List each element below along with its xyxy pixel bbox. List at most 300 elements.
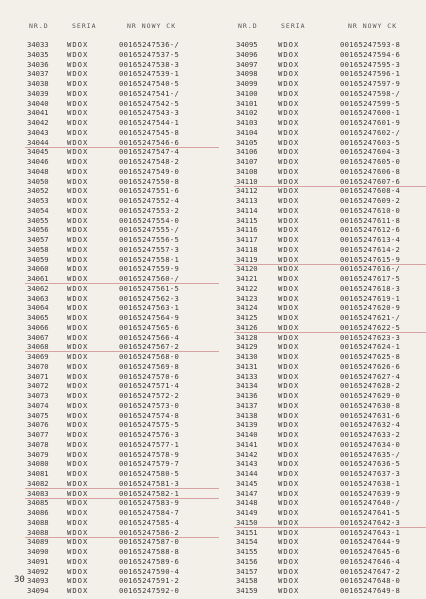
nr-d-cell: 34133 bbox=[236, 371, 258, 381]
seria-cell: WDOX bbox=[67, 196, 89, 205]
seria-cell: WDOX bbox=[67, 371, 89, 381]
nr-nowy-ck-cell: 00165247614-2 bbox=[340, 244, 401, 254]
nr-nowy-ck-cell: 00165247598-/ bbox=[340, 88, 401, 98]
nr-d-cell: 34154 bbox=[236, 537, 258, 547]
seria-cell: WDOX bbox=[67, 410, 89, 420]
nr-nowy-ck-cell: 00165247586-2 bbox=[119, 527, 180, 537]
nr-d-cell: 34119 bbox=[236, 254, 258, 264]
seria-cell: WDOX bbox=[67, 157, 89, 166]
nr-d-cell: 34042 bbox=[27, 118, 49, 127]
nr-d-cell: 34046 bbox=[27, 157, 49, 166]
nr-d-cell: 34072 bbox=[27, 381, 49, 391]
table-row bbox=[236, 372, 426, 382]
nr-d-cell: 34035 bbox=[27, 49, 49, 59]
nr-nowy-ck-cell: 00165247615-9 bbox=[340, 254, 401, 264]
nr-nowy-ck-cell: 00165247587-0 bbox=[119, 537, 180, 547]
nr-nowy-ck-cell: 00165247589-6 bbox=[119, 556, 180, 566]
seria-cell: WDOX bbox=[278, 293, 300, 303]
seria-cell: WDOX bbox=[67, 108, 89, 118]
nr-d-cell: 34062 bbox=[27, 283, 49, 293]
nr-nowy-ck-cell: 00165247542-5 bbox=[119, 98, 180, 108]
seria-cell: WDOX bbox=[67, 420, 89, 430]
table-row bbox=[27, 333, 217, 343]
seria-cell: WDOX bbox=[278, 147, 300, 157]
nr-nowy-ck-cell: 00165247638-1 bbox=[340, 478, 401, 488]
nr-d-cell: 34097 bbox=[236, 59, 258, 69]
table-row bbox=[27, 508, 217, 518]
seria-cell: WDOX bbox=[67, 430, 89, 439]
table-row bbox=[27, 381, 217, 391]
table-row bbox=[27, 557, 217, 567]
seria-cell: WDOX bbox=[67, 98, 89, 108]
nr-nowy-ck-cell: 00165247553-2 bbox=[119, 205, 180, 215]
nr-d-cell: 34138 bbox=[236, 410, 258, 420]
nr-d-cell: 34088 bbox=[27, 517, 49, 527]
table-row bbox=[236, 420, 426, 430]
nr-nowy-ck-cell: 00165247563-1 bbox=[119, 303, 180, 313]
nr-nowy-ck-cell: 00165247619-1 bbox=[340, 293, 401, 303]
table-row bbox=[236, 99, 426, 109]
nr-d-cell: 34120 bbox=[236, 264, 258, 274]
nr-nowy-ck-cell: 00165247549-0 bbox=[119, 166, 180, 176]
table-row bbox=[236, 411, 426, 421]
nr-nowy-ck-cell: 00165247604-3 bbox=[340, 147, 401, 157]
nr-nowy-ck-cell: 00165247622-5 bbox=[340, 322, 401, 332]
seria-cell: WDOX bbox=[278, 137, 300, 147]
nr-nowy-ck-cell: 00165247575-5 bbox=[119, 420, 180, 430]
seria-cell: WDOX bbox=[278, 469, 300, 478]
seria-cell: WDOX bbox=[278, 215, 300, 225]
nr-nowy-ck-cell: 00165247594-6 bbox=[340, 49, 401, 59]
seria-cell: WDOX bbox=[67, 488, 89, 498]
nr-nowy-ck-cell: 00165247607-6 bbox=[340, 176, 401, 186]
nr-nowy-ck-cell: 00165247617-5 bbox=[340, 274, 401, 283]
nr-nowy-ck-cell: 00165247555-/ bbox=[119, 225, 180, 235]
seria-cell: WDOX bbox=[67, 322, 89, 332]
table-row bbox=[236, 245, 426, 255]
nr-d-cell: 34069 bbox=[27, 352, 49, 361]
nr-d-cell: 34054 bbox=[27, 205, 49, 215]
nr-nowy-ck-cell: 00165247562-3 bbox=[119, 293, 180, 303]
table-row bbox=[236, 128, 426, 138]
nr-d-cell: 34158 bbox=[236, 576, 258, 586]
nr-d-cell: 34039 bbox=[27, 88, 49, 98]
nr-nowy-ck-cell: 00165247624-1 bbox=[340, 342, 401, 352]
table-row bbox=[236, 225, 426, 235]
seria-cell: WDOX bbox=[67, 459, 89, 469]
seria-cell: WDOX bbox=[278, 235, 300, 244]
nr-nowy-ck-cell: 00165247539-1 bbox=[119, 69, 180, 79]
nr-nowy-ck-cell: 00165247590-4 bbox=[119, 566, 180, 576]
table-row bbox=[27, 60, 217, 70]
table-row bbox=[236, 333, 426, 343]
table-row bbox=[27, 245, 217, 255]
nr-nowy-ck-cell: 00165247584-7 bbox=[119, 508, 180, 517]
nr-nowy-ck-cell: 00165247621-/ bbox=[340, 313, 401, 322]
nr-nowy-ck-cell: 00165247642-3 bbox=[340, 517, 401, 527]
nr-d-cell: 34136 bbox=[236, 391, 258, 400]
seria-cell: WDOX bbox=[278, 88, 300, 98]
seria-cell: WDOX bbox=[278, 508, 300, 517]
nr-d-cell: 34037 bbox=[27, 69, 49, 79]
nr-d-cell: 34033 bbox=[27, 40, 49, 49]
nr-nowy-ck-cell: 00165247606-8 bbox=[340, 166, 401, 176]
table-row bbox=[236, 440, 426, 450]
nr-d-cell: 34110 bbox=[236, 176, 258, 186]
nr-nowy-ck-cell: 00165247612-6 bbox=[340, 225, 401, 235]
nr-nowy-ck-cell: 00165247536-/ bbox=[119, 40, 180, 49]
nr-d-cell: 34114 bbox=[236, 205, 258, 215]
seria-cell: WDOX bbox=[67, 186, 89, 196]
nr-nowy-ck-cell: 00165247597-9 bbox=[340, 79, 401, 88]
nr-d-cell: 34079 bbox=[27, 449, 49, 459]
nr-d-cell: 34068 bbox=[27, 342, 49, 352]
seria-cell: WDOX bbox=[67, 537, 89, 547]
table-row bbox=[27, 69, 217, 79]
table-row bbox=[27, 284, 217, 294]
table-row bbox=[236, 586, 426, 596]
nr-d-cell: 34056 bbox=[27, 225, 49, 235]
nr-nowy-ck-cell: 00165247585-4 bbox=[119, 517, 180, 527]
table-row bbox=[236, 118, 426, 128]
nr-d-cell: 34099 bbox=[236, 79, 258, 88]
right-rows bbox=[236, 40, 426, 596]
nr-nowy-ck-cell: 00165247593-8 bbox=[340, 40, 401, 49]
nr-d-cell: 34083 bbox=[27, 488, 49, 498]
table-row bbox=[27, 40, 217, 50]
table-row bbox=[27, 313, 217, 323]
nr-d-cell: 34101 bbox=[236, 98, 258, 108]
nr-d-cell: 34075 bbox=[27, 410, 49, 420]
header-nr-nowy-ck: NR NOWY CK bbox=[127, 22, 177, 30]
table-row bbox=[27, 99, 217, 109]
seria-cell: WDOX bbox=[278, 40, 300, 49]
seria-cell: WDOX bbox=[67, 254, 89, 264]
seria-cell: WDOX bbox=[278, 196, 300, 205]
nr-d-cell: 34091 bbox=[27, 556, 49, 566]
table-row bbox=[27, 391, 217, 401]
nr-nowy-ck-cell: 00165247565-6 bbox=[119, 322, 180, 332]
nr-d-cell: 34063 bbox=[27, 293, 49, 303]
table-row bbox=[27, 489, 217, 499]
seria-cell: WDOX bbox=[278, 547, 300, 556]
nr-d-cell: 34036 bbox=[27, 59, 49, 69]
nr-d-cell: 34125 bbox=[236, 313, 258, 322]
table-row bbox=[27, 352, 217, 362]
table-row bbox=[27, 342, 217, 352]
nr-nowy-ck-cell: 00165247548-2 bbox=[119, 157, 180, 166]
left-rows bbox=[27, 40, 217, 596]
seria-cell: WDOX bbox=[67, 205, 89, 215]
table-row bbox=[27, 567, 217, 577]
table-row bbox=[236, 108, 426, 118]
nr-d-cell: 34066 bbox=[27, 322, 49, 332]
seria-cell: WDOX bbox=[67, 137, 89, 147]
nr-d-cell: 34159 bbox=[236, 586, 258, 595]
seria-cell: WDOX bbox=[278, 127, 300, 137]
nr-nowy-ck-cell: 00165247564-9 bbox=[119, 313, 180, 322]
seria-cell: WDOX bbox=[67, 235, 89, 244]
table-row bbox=[236, 79, 426, 89]
seria-cell: WDOX bbox=[278, 498, 300, 508]
nr-d-cell: 34050 bbox=[27, 176, 49, 186]
nr-nowy-ck-cell: 00165247551-6 bbox=[119, 186, 180, 196]
table-row bbox=[236, 40, 426, 50]
nr-nowy-ck-cell: 00165247647-2 bbox=[340, 566, 401, 576]
nr-d-cell: 34107 bbox=[236, 157, 258, 166]
nr-nowy-ck-cell: 00165247636-5 bbox=[340, 459, 401, 469]
table-row bbox=[236, 489, 426, 499]
nr-nowy-ck-cell: 00165247561-5 bbox=[119, 283, 180, 293]
nr-nowy-ck-cell: 00165247611-8 bbox=[340, 215, 401, 225]
nr-nowy-ck-cell: 00165247602-/ bbox=[340, 127, 401, 137]
nr-nowy-ck-cell: 00165247572-2 bbox=[119, 391, 180, 400]
nr-nowy-ck-cell: 00165247580-5 bbox=[119, 469, 180, 478]
nr-nowy-ck-cell: 00165247628-2 bbox=[340, 381, 401, 391]
nr-d-cell: 34115 bbox=[236, 215, 258, 225]
nr-nowy-ck-cell: 00165247639-9 bbox=[340, 488, 401, 498]
nr-d-cell: 34098 bbox=[236, 69, 258, 79]
seria-cell: WDOX bbox=[278, 98, 300, 108]
table-row bbox=[236, 264, 426, 274]
seria-cell: WDOX bbox=[278, 322, 300, 332]
table-row bbox=[27, 255, 217, 265]
nr-d-cell: 34058 bbox=[27, 244, 49, 254]
seria-cell: WDOX bbox=[278, 118, 300, 127]
seria-cell: WDOX bbox=[67, 449, 89, 459]
nr-nowy-ck-cell: 00165247573-0 bbox=[119, 400, 180, 410]
seria-cell: WDOX bbox=[67, 127, 89, 137]
seria-cell: WDOX bbox=[278, 79, 300, 88]
page-number: 30 bbox=[14, 575, 25, 585]
table-row bbox=[27, 411, 217, 421]
table-row bbox=[27, 294, 217, 304]
header-nr-d: NR.D bbox=[238, 22, 258, 30]
nr-nowy-ck-cell: 00165247579-7 bbox=[119, 459, 180, 469]
header-seria: SERIA bbox=[281, 22, 306, 30]
table-row bbox=[27, 401, 217, 411]
nr-nowy-ck-cell: 00165247599-5 bbox=[340, 98, 401, 108]
table-row bbox=[236, 60, 426, 70]
nr-nowy-ck-cell: 00165247620-9 bbox=[340, 303, 401, 313]
nr-nowy-ck-cell: 00165247640-/ bbox=[340, 498, 401, 508]
seria-cell: WDOX bbox=[67, 215, 89, 225]
nr-nowy-ck-cell: 00165247582-1 bbox=[119, 488, 180, 498]
seria-cell: WDOX bbox=[67, 40, 89, 49]
table-row bbox=[236, 50, 426, 60]
seria-cell: WDOX bbox=[278, 244, 300, 254]
table-row bbox=[236, 352, 426, 362]
table-row bbox=[27, 362, 217, 372]
nr-d-cell: 34151 bbox=[236, 527, 258, 537]
nr-d-cell: 34085 bbox=[27, 498, 49, 508]
nr-d-cell: 34108 bbox=[236, 166, 258, 176]
table-row bbox=[27, 576, 217, 586]
table-row bbox=[236, 567, 426, 577]
table-row bbox=[27, 274, 217, 284]
seria-cell: WDOX bbox=[278, 400, 300, 410]
seria-cell: WDOX bbox=[67, 517, 89, 527]
nr-nowy-ck-cell: 00165247554-0 bbox=[119, 215, 180, 225]
table-row bbox=[236, 518, 426, 528]
nr-d-cell: 34060 bbox=[27, 264, 49, 274]
nr-nowy-ck-cell: 00165247568-0 bbox=[119, 352, 180, 361]
nr-d-cell: 34076 bbox=[27, 420, 49, 430]
nr-nowy-ck-cell: 00165247541-/ bbox=[119, 88, 180, 98]
seria-cell: WDOX bbox=[278, 205, 300, 215]
nr-d-cell: 34103 bbox=[236, 118, 258, 127]
seria-cell: WDOX bbox=[278, 420, 300, 430]
table-row bbox=[236, 342, 426, 352]
nr-d-cell: 34122 bbox=[236, 283, 258, 293]
nr-nowy-ck-cell: 00165247577-1 bbox=[119, 439, 180, 449]
seria-cell: WDOX bbox=[67, 244, 89, 254]
nr-d-cell: 34094 bbox=[27, 586, 49, 595]
nr-d-cell: 34106 bbox=[236, 147, 258, 157]
seria-cell: WDOX bbox=[278, 225, 300, 235]
seria-cell: WDOX bbox=[278, 478, 300, 488]
table-row bbox=[236, 381, 426, 391]
nr-d-cell: 34100 bbox=[236, 88, 258, 98]
nr-d-cell: 34057 bbox=[27, 235, 49, 244]
seria-cell: WDOX bbox=[278, 556, 300, 566]
nr-nowy-ck-cell: 00165247540-5 bbox=[119, 79, 180, 88]
table-row bbox=[236, 196, 426, 206]
seria-cell: WDOX bbox=[67, 342, 89, 352]
nr-d-cell: 34074 bbox=[27, 400, 49, 410]
nr-nowy-ck-cell: 00165247643-1 bbox=[340, 527, 401, 537]
seria-cell: WDOX bbox=[67, 400, 89, 410]
table-row bbox=[236, 157, 426, 167]
nr-nowy-ck-cell: 00165247537-5 bbox=[119, 49, 180, 59]
nr-d-cell: 34086 bbox=[27, 508, 49, 517]
nr-d-cell: 34141 bbox=[236, 439, 258, 449]
nr-nowy-ck-cell: 00165247547-4 bbox=[119, 147, 180, 157]
nr-d-cell: 34078 bbox=[27, 439, 49, 449]
table-row bbox=[27, 303, 217, 313]
seria-cell: WDOX bbox=[278, 166, 300, 176]
seria-cell: WDOX bbox=[278, 283, 300, 293]
nr-d-cell: 34128 bbox=[236, 332, 258, 342]
nr-d-cell: 34041 bbox=[27, 108, 49, 118]
table-row bbox=[27, 430, 217, 440]
nr-nowy-ck-cell: 00165247609-2 bbox=[340, 196, 401, 205]
nr-d-cell: 34077 bbox=[27, 430, 49, 439]
seria-cell: WDOX bbox=[278, 274, 300, 283]
nr-d-cell: 34102 bbox=[236, 108, 258, 118]
nr-nowy-ck-cell: 00165247625-8 bbox=[340, 352, 401, 361]
nr-nowy-ck-cell: 00165247605-0 bbox=[340, 157, 401, 166]
seria-cell: WDOX bbox=[67, 264, 89, 274]
nr-d-cell: 34092 bbox=[27, 566, 49, 576]
table-row bbox=[27, 528, 217, 538]
seria-cell: WDOX bbox=[278, 49, 300, 59]
table-row bbox=[27, 108, 217, 118]
table-row bbox=[236, 138, 426, 148]
table-row bbox=[27, 450, 217, 460]
seria-cell: WDOX bbox=[67, 303, 89, 313]
table-row bbox=[27, 216, 217, 226]
nr-d-cell: 34156 bbox=[236, 556, 258, 566]
table-row bbox=[236, 186, 426, 196]
nr-nowy-ck-cell: 00165247559-9 bbox=[119, 264, 180, 274]
nr-d-cell: 34147 bbox=[236, 488, 258, 498]
nr-nowy-ck-cell: 00165247626-6 bbox=[340, 361, 401, 371]
nr-nowy-ck-cell: 00165247581-3 bbox=[119, 478, 180, 488]
table-row bbox=[236, 479, 426, 489]
nr-nowy-ck-cell: 00165247627-4 bbox=[340, 371, 401, 381]
seria-cell: WDOX bbox=[278, 313, 300, 322]
nr-nowy-ck-cell: 00165247603-5 bbox=[340, 137, 401, 147]
nr-d-cell: 34096 bbox=[236, 49, 258, 59]
table-row bbox=[236, 430, 426, 440]
nr-d-cell: 34061 bbox=[27, 274, 49, 283]
nr-d-cell: 34081 bbox=[27, 469, 49, 478]
seria-cell: WDOX bbox=[67, 283, 89, 293]
nr-d-cell: 34145 bbox=[236, 478, 258, 488]
nr-d-cell: 34067 bbox=[27, 332, 49, 342]
table-row bbox=[236, 235, 426, 245]
seria-cell: WDOX bbox=[278, 439, 300, 449]
nr-d-cell: 34149 bbox=[236, 508, 258, 517]
table-row bbox=[27, 225, 217, 235]
seria-cell: WDOX bbox=[278, 527, 300, 537]
nr-nowy-ck-cell: 00165247576-3 bbox=[119, 430, 180, 439]
table-row bbox=[236, 391, 426, 401]
nr-nowy-ck-cell: 00165247649-8 bbox=[340, 586, 401, 595]
table-row bbox=[27, 537, 217, 547]
nr-nowy-ck-cell: 00165247578-9 bbox=[119, 449, 180, 459]
nr-d-cell: 34055 bbox=[27, 215, 49, 225]
seria-cell: WDOX bbox=[278, 157, 300, 166]
nr-d-cell: 34144 bbox=[236, 469, 258, 478]
nr-nowy-ck-cell: 00165247600-1 bbox=[340, 108, 401, 118]
nr-d-cell: 34064 bbox=[27, 303, 49, 313]
nr-nowy-ck-cell: 00165247558-1 bbox=[119, 254, 180, 264]
table-row bbox=[236, 537, 426, 547]
seria-cell: WDOX bbox=[67, 293, 89, 303]
table-row bbox=[236, 274, 426, 284]
nr-nowy-ck-cell: 00165247632-4 bbox=[340, 420, 401, 430]
nr-d-cell: 34088 bbox=[27, 527, 49, 537]
seria-cell: WDOX bbox=[278, 69, 300, 79]
seria-cell: WDOX bbox=[278, 381, 300, 391]
nr-nowy-ck-cell: 00165247629-0 bbox=[340, 391, 401, 400]
seria-cell: WDOX bbox=[67, 176, 89, 186]
table-row bbox=[27, 264, 217, 274]
nr-d-cell: 34137 bbox=[236, 400, 258, 410]
seria-cell: WDOX bbox=[67, 147, 89, 157]
nr-d-cell: 34048 bbox=[27, 166, 49, 176]
nr-nowy-ck-cell: 00165247556-5 bbox=[119, 235, 180, 244]
header-seria: SERIA bbox=[72, 22, 97, 30]
seria-cell: WDOX bbox=[67, 332, 89, 342]
seria-cell: WDOX bbox=[67, 166, 89, 176]
seria-cell: WDOX bbox=[278, 391, 300, 400]
table-row bbox=[236, 323, 426, 333]
nr-nowy-ck-cell: 00165247538-3 bbox=[119, 59, 180, 69]
table-row bbox=[236, 216, 426, 226]
nr-d-cell: 34155 bbox=[236, 547, 258, 556]
nr-d-cell: 34131 bbox=[236, 361, 258, 371]
nr-d-cell: 34073 bbox=[27, 391, 49, 400]
nr-nowy-ck-cell: 00165247637-3 bbox=[340, 469, 401, 478]
nr-nowy-ck-cell: 00165247631-6 bbox=[340, 410, 401, 420]
seria-cell: WDOX bbox=[67, 478, 89, 488]
nr-nowy-ck-cell: 00165247592-0 bbox=[119, 586, 180, 595]
nr-nowy-ck-cell: 00165247634-0 bbox=[340, 439, 401, 449]
table-row bbox=[236, 147, 426, 157]
